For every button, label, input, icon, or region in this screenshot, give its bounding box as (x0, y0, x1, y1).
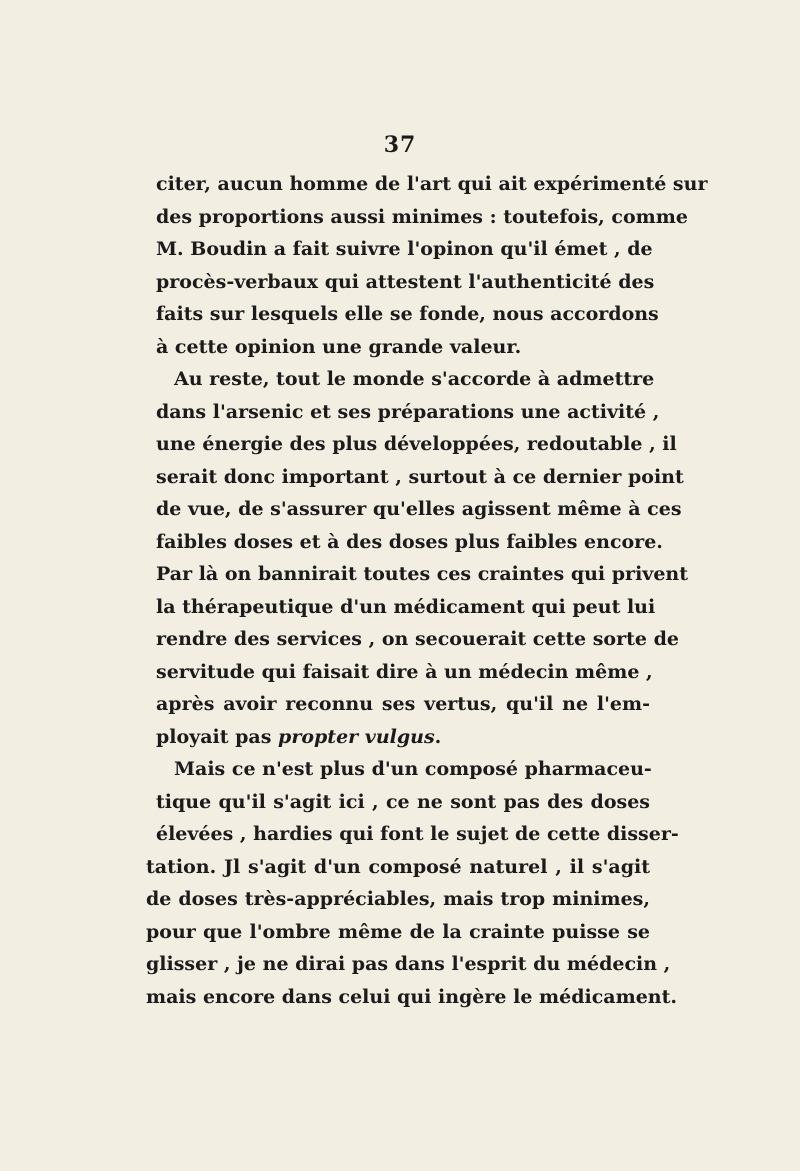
text-line: dans l'arsenic et ses préparations une activité , (156, 400, 660, 423)
text-line: des proportions aussi minimes : toutefois, comme (156, 205, 688, 228)
text-line: faibles doses et à des doses plus faibles encore. (156, 530, 663, 553)
page-number: 37 (383, 132, 417, 158)
text-line: faits sur lesquels elle se fonde, nous accordons (156, 303, 659, 325)
text-line: la thérapeutique d'un médicament qui peut lui (156, 595, 656, 618)
text-line: tation. Jl s'agit d'un composé naturel , il s'agit (146, 855, 650, 878)
text-line: élevées , hardies qui font le sujet de cette disser- (156, 823, 679, 845)
text-line: pour que l'ombre même de la crainte puisse se (146, 920, 650, 943)
text-line: ployait pas propter vulgus. (156, 725, 442, 748)
text-line: serait donc important , surtout à ce dernier point (156, 465, 684, 488)
body-text (146, 168, 708, 1013)
text-line: servitude qui faisait dire à un médecin même , (156, 660, 653, 683)
text-line: une énergie des plus développées, redoutable , il (156, 433, 677, 455)
text-line: de doses très-appréciables, mais trop minimes, (146, 888, 650, 910)
text-line: à cette opinion une grande valeur. (156, 335, 522, 358)
text-line: citer, aucun homme de l'art qui ait expérimenté sur (156, 173, 708, 195)
text-line: de vue, de s'assurer qu'elles agissent même à ces (156, 498, 682, 520)
text-line: Par là on bannirait toutes ces craintes qui privent (156, 563, 688, 585)
text-line: procès-verbaux qui attestent l'authenticité des (156, 270, 655, 293)
text-line: tique qu'il s'agit ici , ce ne sont pas des doses (156, 790, 650, 813)
text-line: Au reste, tout le monde s'accorde à admettre (174, 368, 655, 390)
text-line: mais encore dans celui qui ingère le médicament. (146, 985, 677, 1008)
text-line: après avoir reconnu ses vertus, qu'il ne l'em- (156, 693, 650, 715)
text-line: Mais ce n'est plus d'un composé pharmaceu- (174, 758, 652, 780)
text-line: glisser , je ne dirai pas dans l'esprit du médecin , (146, 953, 671, 975)
text-line: M. Boudin a fait suivre l'opinon qu'il émet , de (156, 238, 653, 260)
text-line: rendre des services , on secouerait cette sorte de (156, 628, 679, 650)
